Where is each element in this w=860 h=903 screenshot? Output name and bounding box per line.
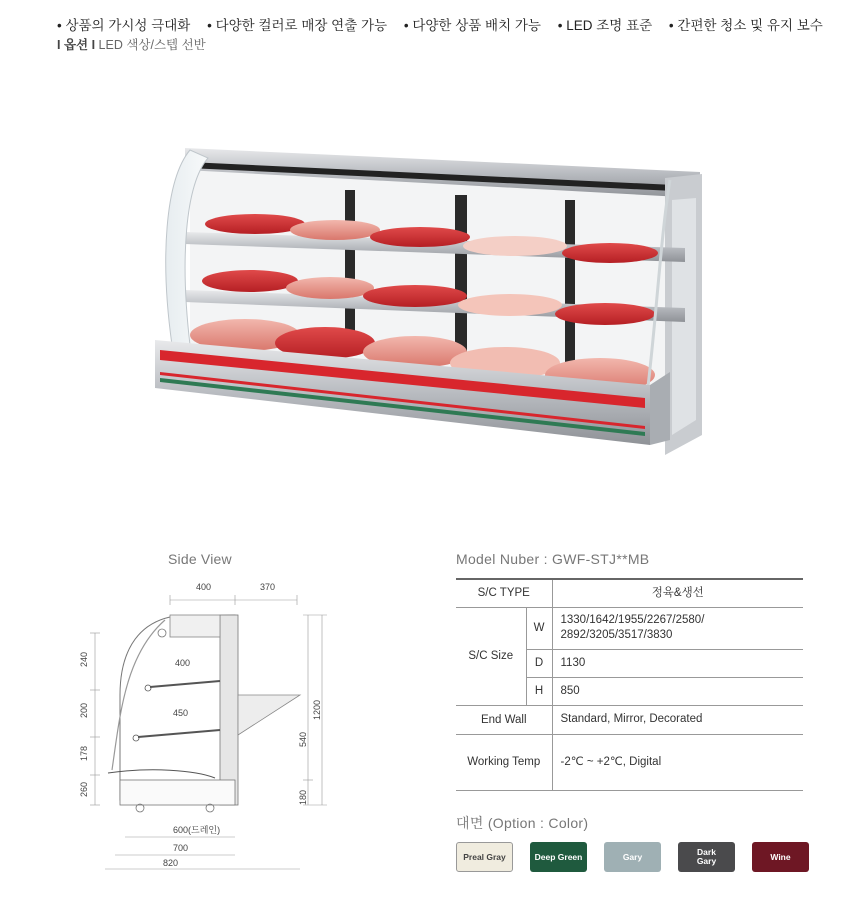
dim-h200: 200 xyxy=(79,702,89,718)
color-swatch-list xyxy=(456,842,809,872)
spec-endwall-label: End Wall xyxy=(456,705,552,734)
spec-w-value xyxy=(552,607,803,649)
options-label: I 옵션 I xyxy=(57,38,96,52)
feature-list xyxy=(57,14,836,34)
spec-table xyxy=(456,578,803,791)
dim-h1200: 1200 xyxy=(312,699,322,720)
swatch-label: Preal Gray xyxy=(463,851,506,862)
side-view-title: Side View xyxy=(168,551,232,567)
dim-h260: 260 xyxy=(79,781,89,797)
spec-h-label: H xyxy=(526,677,552,705)
spec-h-value: 850 xyxy=(552,677,803,705)
side-view-drawing xyxy=(70,575,350,875)
dim-w820: 820 xyxy=(163,858,179,868)
feature-item: • 다양한 컬러로 매장 연출 가능 xyxy=(207,18,388,33)
dim-h240: 240 xyxy=(79,651,89,667)
spec-d-label: D xyxy=(526,649,552,677)
model-title: Model Nuber : GWF-STJ**MB xyxy=(456,551,650,567)
color-swatch-wine[interactable] xyxy=(752,842,809,872)
product-image xyxy=(150,140,710,465)
spec-w-value-line: 1330/1642/1955/2267/2580/ xyxy=(560,614,705,626)
spec-type-label: S/C TYPE xyxy=(456,579,552,607)
spec-type-value: 정육&생선 xyxy=(552,579,803,607)
feature-item: • 간편한 청소 및 유지 보수 xyxy=(668,18,823,33)
spec-endwall-value: Standard, Mirror, Decorated xyxy=(552,705,803,734)
feature-item: • 다양한 상품 배치 가능 xyxy=(403,18,541,33)
feature-item: • LED 조명 표준 xyxy=(557,18,653,33)
swatch-label: Dark Gary xyxy=(696,847,717,866)
dim-top-left: 400 xyxy=(196,582,212,592)
color-swatch-dark-gary[interactable] xyxy=(678,842,735,872)
spec-d-value: 1130 xyxy=(552,649,803,677)
dim-shelf2: 450 xyxy=(173,708,189,718)
swatch-label: Wine xyxy=(770,851,791,862)
spec-size-label: S/C Size xyxy=(456,607,526,705)
spec-temp-value: -2℃ ~ +2℃, Digital xyxy=(552,734,803,790)
color-swatch-gary[interactable] xyxy=(604,842,661,872)
dim-h180: 180 xyxy=(298,789,308,805)
color-swatch-preal-gray[interactable] xyxy=(456,842,513,872)
feature-item: • 상품의 가시성 극대화 xyxy=(57,18,191,33)
dim-shelf1: 400 xyxy=(175,658,191,668)
spec-temp-label: Working Temp xyxy=(456,734,552,790)
spec-w-value-line: 2892/3205/3517/3830 xyxy=(560,629,673,641)
options-text: LED 색상/스텝 선반 xyxy=(98,38,206,52)
swatch-label: Deep Green xyxy=(534,851,583,862)
color-options-title: 대면 (Option : Color) xyxy=(456,815,589,831)
dim-h178: 178 xyxy=(79,745,89,761)
dim-top-right: 370 xyxy=(260,582,276,592)
color-swatch-deep-green[interactable] xyxy=(530,842,587,872)
dim-w600: 600(드레인) xyxy=(173,825,221,835)
options-line xyxy=(57,35,206,53)
dim-w700: 700 xyxy=(173,843,189,853)
spec-w-label: W xyxy=(526,607,552,649)
dim-h540: 540 xyxy=(298,731,308,747)
swatch-label: Gary xyxy=(622,851,643,862)
